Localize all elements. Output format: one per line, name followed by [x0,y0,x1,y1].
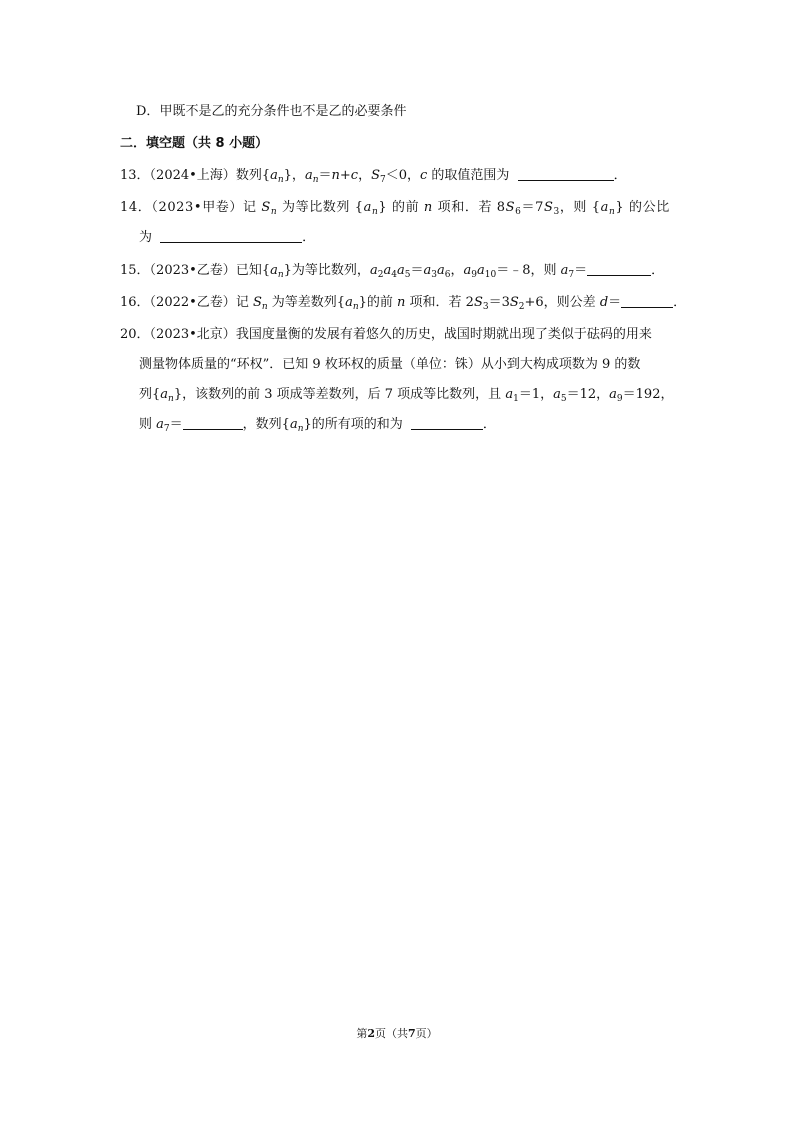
sub-n: n [312,175,319,185]
q15-text: }为等比数列， [283,263,370,278]
sub-n: n [352,302,359,312]
q20-text: }，该数列的前 3 项成等差数列，后 7 项成等比数列，且 [173,387,506,402]
q15-text: ＝﹣8，则 [496,263,561,278]
footer-text: 页（共 [375,1027,408,1040]
var-a: a [609,387,617,402]
question-14 [120,199,670,217]
page-footer [0,1027,794,1041]
sub-7: 7 [380,175,386,185]
q20-text: 列{ [139,387,161,402]
q20-end: ． [482,417,496,432]
q14-text: 项和．若 8 [432,200,506,215]
var-a: a [160,387,169,402]
question-13 [120,167,627,185]
var-S: S [509,295,519,310]
section-title: 二．填空题（共 8 小题） [120,136,269,151]
q14-end: ． [302,230,316,245]
sub-n: n [168,394,174,404]
answer-blank[interactable] [587,263,651,276]
q15-text: 已知{ [235,263,271,278]
sub-7: 7 [568,270,575,280]
q14-text: } 的公比 [615,200,670,215]
var-n: n [423,200,433,215]
q14-text: } 的前 [378,200,424,215]
q16-end: ． [673,295,687,310]
sub-n: n [277,175,284,185]
var-a: a [345,295,353,310]
q20-text: ＝12， [566,387,610,402]
q20-source: （2023•北京） [149,327,236,342]
q16-number: 16． [120,295,150,310]
question-20 [120,326,652,344]
answer-blank[interactable] [183,417,243,430]
var-n: n [397,295,406,310]
q20-text: 测量物体质量的“环权”．已知 9 枚环权的质量（单位：铢）从小到大构成项数为 9 的数 [139,357,641,372]
option-d [136,103,406,121]
q20-number: 20． [120,327,150,342]
q13-text: ＝ [318,168,332,183]
answer-blank[interactable] [411,417,483,430]
q16-text: 为等差数列{ [267,295,346,310]
q15-text: ， [450,263,464,278]
var-a: a [396,263,405,278]
q14-text: ＝7 [521,200,544,215]
q15-text: ＝ [574,263,588,278]
q14-number: 14． [120,200,152,215]
q16-text: 记 [235,295,253,310]
sub-n: n [261,302,268,312]
sub-7: 7 [163,424,170,434]
page-number: 2 [367,1027,375,1040]
sub-n: n [277,270,284,280]
q15-number: 15． [120,263,150,278]
var-a: a [363,200,372,215]
q20-text: ，数列{ [242,417,290,432]
q14-text: ，则 { [559,200,601,215]
q14-text: 记 [243,200,262,215]
var-d: d [599,295,609,310]
var-S: S [473,295,483,310]
var-n: n [331,168,340,183]
sub-3: 3 [482,302,489,312]
q20-text: 则 [139,417,157,432]
answer-blank[interactable] [160,230,302,243]
sub-n: n [270,207,278,217]
sub-2: 2 [377,270,384,280]
sub-2: 2 [518,302,525,312]
q20-text: 我国度量衡的发展有着悠久的历史，战国时期就出现了类似于砝码的用来 [235,327,652,342]
q15-source: （2023•乙卷） [149,263,236,278]
q15-end: ． [651,263,665,278]
var-S: S [261,200,271,215]
var-a: a [156,417,164,432]
option-d-text: 甲既不是乙的充分条件也不是乙的必要条件 [159,104,407,119]
sub-n: n [609,207,616,217]
footer-text: 页） [415,1027,438,1040]
sub-6: 6 [515,207,522,217]
sub-5: 5 [560,394,567,404]
var-a: a [600,200,609,215]
q14-text: 为等比数列 { [277,200,364,215]
q13-text: ＜0， [385,168,421,183]
question-16 [120,294,686,312]
var-a: a [304,168,313,183]
q20-text: }的所有项的和为 [303,417,403,432]
q13-end: ． [613,168,627,183]
var-a: a [270,168,278,183]
var-a: a [436,263,445,278]
sub-5: 5 [404,270,411,280]
question-14-line2 [139,229,315,247]
sub-4: 4 [391,270,397,280]
q16-text: ＝ [608,295,622,310]
q13-text: 数列{ [235,168,271,183]
page-total: 7 [408,1027,416,1040]
sub-n: n [297,424,304,434]
answer-blank[interactable] [621,295,673,308]
option-d-label: D． [136,104,160,119]
var-a: a [505,387,514,402]
sub-3: 3 [431,270,437,280]
q14-text: 为 [139,230,153,245]
var-a: a [270,263,278,278]
q13-text: 的取值范围为 [427,168,510,183]
var-a: a [463,263,472,278]
var-a: a [383,263,392,278]
var-a: a [553,387,561,402]
q13-source: （2024•上海） [149,168,236,183]
footer-text: 第 [356,1027,368,1040]
q14-source: （2023•甲卷） [151,200,243,215]
sub-3: 3 [553,207,560,217]
q13-text: ， [358,168,372,183]
question-20-line3 [139,386,673,404]
var-a: a [476,263,485,278]
var-a: a [560,263,569,278]
var-S: S [543,200,554,215]
var-a: a [289,417,298,432]
sub-6: 6 [444,270,451,280]
var-a: a [369,263,378,278]
q16-source: （2022•乙卷） [149,295,236,310]
var-S: S [371,168,380,183]
q20-text: ＝1， [518,387,554,402]
var-a: a [423,263,432,278]
sub-n: n [371,207,379,217]
sub-9: 9 [471,270,477,280]
q20-text: ＝192， [622,387,674,402]
sub-1: 1 [513,394,519,404]
q16-text: 项和．若 2 [405,295,474,310]
q16-text: +6，则公差 [524,295,600,310]
sub-9: 9 [616,394,623,404]
q20-text: ＝ [169,417,183,432]
var-c: c [350,168,359,183]
question-15 [120,262,664,280]
q16-text: }的前 [358,295,398,310]
q15-text: ＝ [410,263,424,278]
var-c: c [420,168,428,183]
var-S: S [252,295,262,310]
answer-blank[interactable] [518,168,614,181]
q13-text: + [339,168,351,183]
var-S: S [505,200,516,215]
sub-10: 10 [484,270,497,280]
q16-text: ＝3 [488,295,510,310]
q13-text: }， [283,168,305,183]
q13-number: 13． [120,168,150,183]
question-20-line4 [139,416,496,434]
question-20-line2 [139,356,640,374]
